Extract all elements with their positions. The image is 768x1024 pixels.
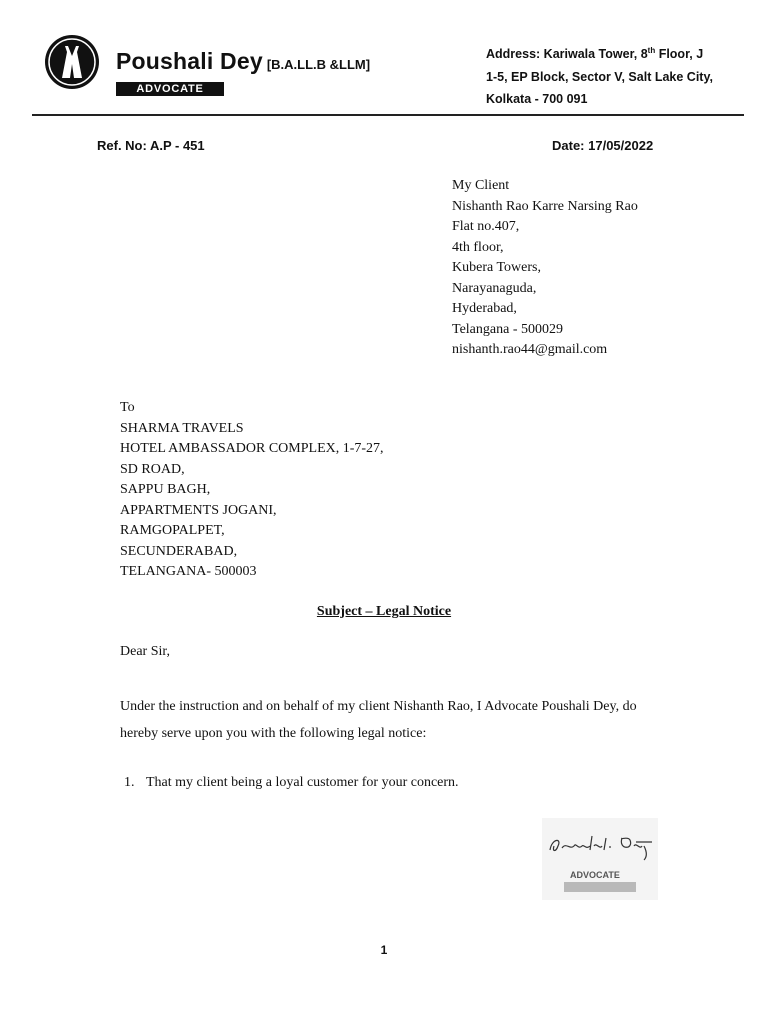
- letter-date: Date: 17/05/2022: [552, 138, 654, 153]
- client-line: Kubera Towers,: [452, 260, 541, 275]
- recipient-address-block: [120, 398, 384, 583]
- header-divider: [32, 114, 744, 116]
- letterhead-name: [116, 48, 370, 75]
- client-line: Telangana - 500029: [452, 321, 563, 337]
- advocate-badge: ADVOCATE: [116, 82, 224, 96]
- svg-text:ADVOCATE: ADVOCATE: [570, 870, 620, 880]
- page-number: 1: [380, 943, 388, 957]
- client-email: nishanth.rao44@gmail.com: [452, 342, 608, 357]
- address-line-2: 1-5, EP Block, Sector V, Salt Lake City,: [486, 69, 713, 84]
- advocate-logo-icon: [44, 34, 100, 90]
- point-number: 1.: [124, 775, 135, 790]
- address-line-3: Kolkata - 700 091: [486, 92, 588, 107]
- notice-points: [124, 775, 459, 791]
- client-line: Nishanth Rao Karre Narsing Rao: [452, 198, 638, 214]
- advocate-name: Poushali Dey: [116, 48, 263, 74]
- recipient-line: SD ROAD,: [120, 461, 185, 477]
- list-item: [124, 775, 459, 791]
- signature-stamp: [540, 816, 660, 902]
- recipient-line: SAPPU BAGH,: [120, 482, 211, 497]
- client-line: Hyderabad,: [452, 301, 517, 316]
- salutation: Dear Sir,: [120, 644, 170, 659]
- recipient-line: HOTEL AMBASSADOR COMPLEX, 1-7-27,: [120, 441, 384, 456]
- advocate-degrees: [B.A.LL.B &LLM]: [266, 57, 371, 72]
- letter-subject: Subject – Legal Notice: [316, 604, 452, 619]
- client-line: Flat no.407,: [452, 219, 520, 234]
- recipient-line: TELANGANA- 500003: [120, 564, 257, 579]
- client-line: Narayanaguda,: [452, 280, 537, 296]
- recipient-line: APPARTMENTS JOGANI,: [120, 502, 277, 518]
- client-line: My Client: [452, 178, 510, 193]
- body-paragraph: Under the instruction and on behalf of my client Nishanth Rao, I Advocate Poushali Dey, do hereby serve upon you with the following legal notice:: [120, 699, 637, 741]
- client-address-block: [452, 176, 638, 361]
- recipient-line: SHARMA TRAVELS: [120, 420, 244, 436]
- letterhead-address: [486, 40, 726, 111]
- recipient-line: SECUNDERABAD,: [120, 543, 238, 559]
- signature-stamp-image: [540, 816, 660, 902]
- recipient-line: To: [120, 400, 135, 415]
- client-line: 4th floor,: [452, 239, 504, 255]
- point-text: That my client being a loyal customer for your concern.: [146, 775, 459, 790]
- reference-number: Ref. No: A.P - 451: [97, 138, 205, 153]
- recipient-line: RAMGOPALPET,: [120, 523, 225, 538]
- address-line-1: Address: Kariwala Tower, 8th Floor, J: [486, 46, 704, 62]
